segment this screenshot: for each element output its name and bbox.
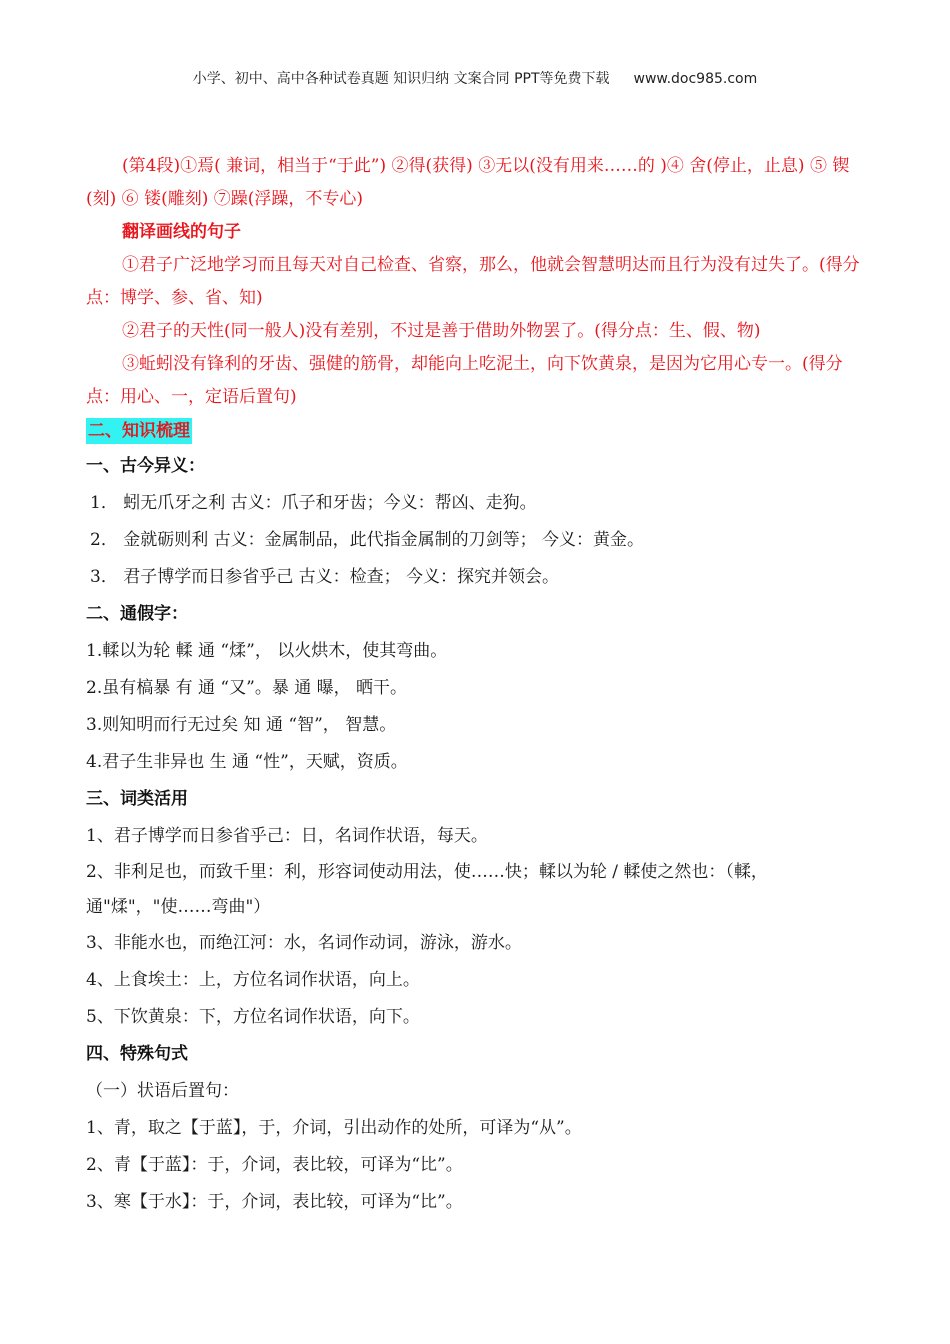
list-item: 4、上食埃土：上，方位名词作状语，向上。: [86, 970, 420, 990]
list-item: 2、青【于蓝】：于，介词，表比较，可译为“比”。: [86, 1155, 463, 1175]
list-item: 1、君子博学而日参省乎己：日，名词作状语，每天。: [86, 826, 488, 846]
list-item: 2.虽有槁暴 有 通 “又”。暴 通 曝， 晒干。: [86, 678, 408, 698]
list-item: 3.则知明而行无过矣 知 通 “智”， 智慧。: [86, 715, 397, 735]
page-header: [0, 68, 950, 88]
list-item: 1． 蚓无爪牙之利 古义：爪子和牙齿；今义：帮凶、走狗。: [90, 493, 537, 513]
list-item: 3、非能水也，而绝江河：水，名词作动词，游泳，游水。: [86, 933, 522, 953]
header-text: 小学、初中、高中各种试卷真题 知识归纳 文案合同 PPT等免费下载: [192, 71, 610, 87]
list-item: 5、下饮黄泉：下，方位名词作状语，向下。: [86, 1007, 420, 1027]
list-item: 2、非利足也，而致千里：利，形容词使动用法，使……快；輮以为轮 / 輮使之然也：（輮，通"煣"，"使……弯曲"）: [86, 862, 768, 917]
translation-2: ②君子的天性(同一般人)没有差别，不过是善于借助外物罢了。(得分点：生、假、物): [122, 321, 761, 341]
list-item: 4.君子生非异也 生 通 “性”，天赋，资质。: [86, 752, 408, 772]
translation-1: ①君子广泛地学习而且每天对自己检查、省察，那么，他就会智慧明达而且行为没有过失了。(得分点：博学、参、省、知): [86, 255, 860, 308]
heading-gujin: 一、古今异义：: [86, 456, 205, 476]
list-item: 1、青，取之【于蓝】，于，介词，引出动作的处所，可译为“从”。: [86, 1118, 582, 1138]
heading-teshu: 四、特殊句式: [86, 1044, 188, 1064]
heading-cilei: 三、词类活用: [86, 789, 188, 809]
document-body: [86, 150, 866, 1221]
list-item: 3． 君子博学而日参省乎己 古义：检查； 今义：探究并领会。: [90, 567, 560, 587]
notes-para4: (第4段)①焉( 兼词，相当于“于此”) ②得(获得) ③无以(没有用来……的 )④ 舍(停止，止息) ⑤ 锲(刻) ⑥ 镂(雕刻) ⑦躁(浮躁，不专心): [86, 156, 850, 209]
subheading-zhuangyu: （一）状语后置句：: [86, 1081, 239, 1101]
list-item: 1.輮以为轮 輮 通 “煣”， 以火烘木，使其弯曲。: [86, 641, 448, 661]
translate-title: 翻译画线的句子: [122, 222, 241, 242]
section-title: 二、知识梳理: [86, 418, 192, 444]
list-item: 3、寒【于水】：于，介词，表比较，可译为“比”。: [86, 1192, 463, 1212]
heading-tongjia: 二、通假字：: [86, 604, 188, 624]
header-site: www.doc985.com: [633, 71, 758, 87]
list-item: 2． 金就砺则利 古义：金属制品，此代指金属制的刀剑等； 今义：黄金。: [90, 530, 645, 550]
translation-3: ③蚯蚓没有锋利的牙齿、强健的筋骨，却能向上吃泥土，向下饮黄泉，是因为它用心专一。(得分点：用心、一，定语后置句): [86, 354, 843, 407]
